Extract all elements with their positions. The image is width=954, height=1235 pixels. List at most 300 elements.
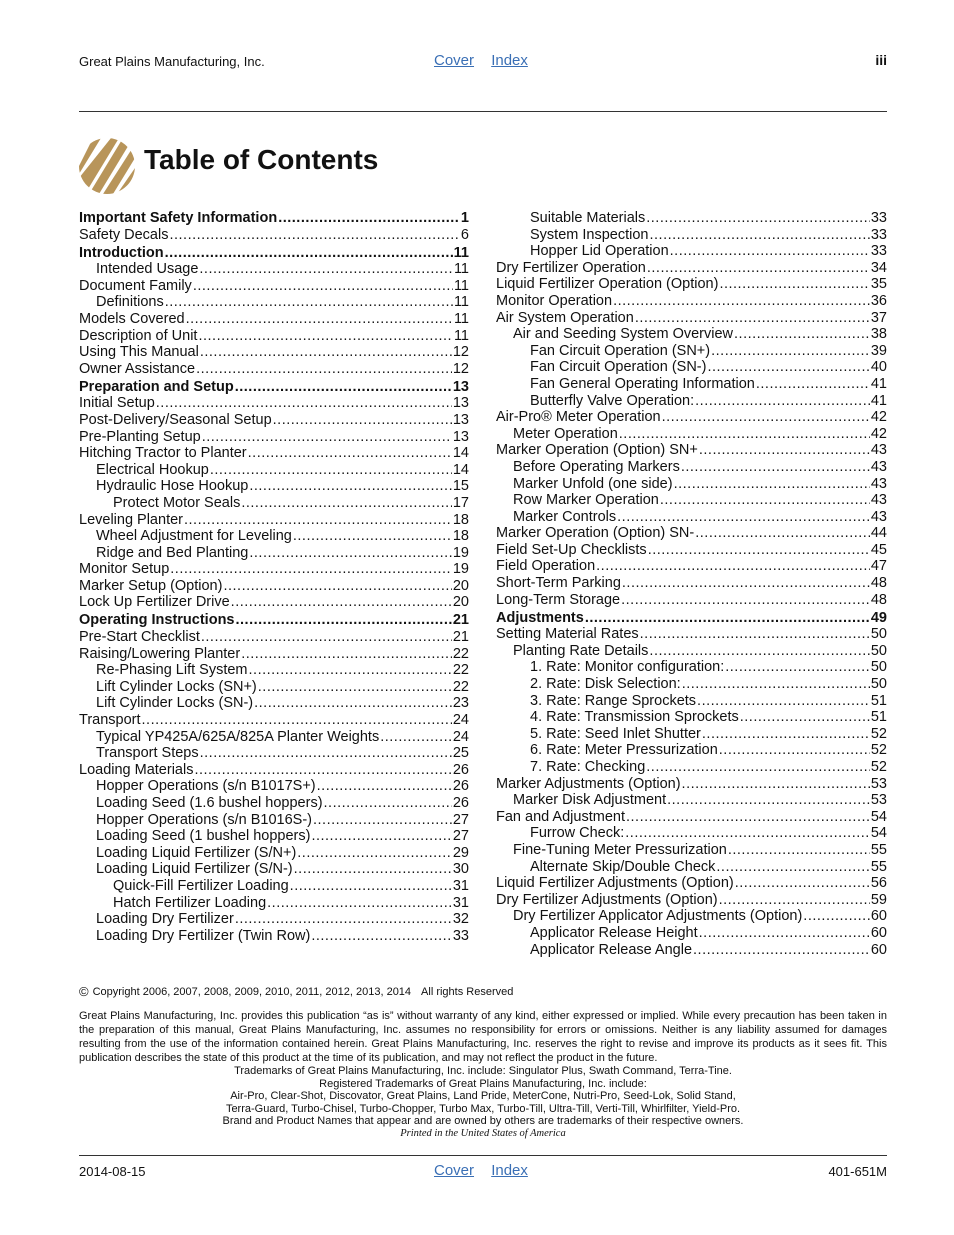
toc-entry-page: 50	[870, 626, 887, 643]
toc-entry-title: Typical YP425A/625A/825A Planter Weights	[96, 728, 380, 745]
toc-entry-page: 11	[453, 244, 469, 261]
dot-leader	[699, 925, 870, 941]
toc-entry-title: Long-Term Storage	[496, 591, 621, 608]
toc-entry-page: 20	[452, 577, 469, 594]
dot-leader	[707, 359, 869, 375]
toc-entry[interactable]	[496, 359, 887, 375]
toc-entry-page: 60	[870, 924, 887, 941]
dot-leader	[324, 795, 452, 811]
dot-leader	[193, 278, 453, 294]
toc-entry[interactable]	[79, 612, 469, 628]
dot-leader	[585, 610, 870, 626]
toc-entry-title: Fan Circuit Operation (SN+)	[530, 342, 711, 359]
toc-entry[interactable]	[79, 778, 469, 794]
toc-entry[interactable]	[496, 558, 887, 574]
toc-entry-title: Field Operation	[496, 558, 596, 575]
toc-entry-page: 22	[452, 645, 469, 662]
dot-leader	[660, 492, 870, 508]
header-nav	[434, 52, 541, 69]
toc-entry-title: Definitions	[96, 294, 164, 311]
dot-leader	[165, 294, 453, 310]
index-link[interactable]: Index	[491, 52, 528, 69]
toc-entry-title: Field Set-Up Checklists	[496, 541, 647, 558]
toc-entry[interactable]	[79, 695, 469, 711]
dot-leader	[670, 243, 870, 259]
toc-entry[interactable]	[496, 326, 887, 342]
toc-entry-title: Furrow Check:	[530, 825, 625, 842]
dot-leader	[756, 376, 870, 392]
toc-entry-title: Introduction	[79, 244, 164, 261]
toc-entry[interactable]	[79, 594, 469, 610]
toc-entry-page: 54	[870, 825, 887, 842]
copyright-block	[79, 984, 887, 1139]
toc-entry[interactable]	[496, 676, 887, 692]
revision-date: 2014-08-15	[79, 1164, 146, 1179]
toc-entry-page: 56	[870, 875, 887, 892]
toc-entry-page: 22	[452, 662, 469, 679]
toc-entry[interactable]	[496, 693, 887, 709]
toc-entry-title: Before Operating Markers	[513, 458, 680, 475]
toc-entry[interactable]	[79, 729, 469, 745]
toc-entry-page: 48	[870, 591, 887, 608]
dot-leader	[649, 227, 869, 243]
toc-entry-title: Adjustments	[496, 609, 584, 626]
toc-entry-page: 19	[452, 544, 469, 561]
dot-leader	[646, 759, 870, 775]
toc-entry-title: Wheel Adjustment for Leveling	[96, 528, 292, 545]
toc-entry-title: Planting Rate Details	[513, 642, 649, 659]
toc-entry[interactable]	[496, 276, 887, 292]
toc-entry-title: Lift Cylinder Locks (SN+)	[96, 678, 257, 695]
toc-entry-page: 52	[870, 725, 887, 742]
toc-entry-title: 1. Rate: Monitor configuration:	[530, 659, 725, 676]
toc-entry-title: Marker Operation (Option) SN-	[496, 525, 695, 542]
dot-leader	[196, 361, 452, 377]
toc-entry-title: Fan Circuit Operation (SN-)	[530, 359, 707, 376]
toc-entry-title: Post-Delivery/Seasonal Setup	[79, 411, 272, 428]
footer-divider	[79, 1155, 887, 1156]
toc-entry[interactable]	[79, 812, 469, 828]
toc-entry-title: Loading Dry Fertilizer (Twin Row)	[96, 927, 311, 944]
toc-entry[interactable]	[79, 261, 469, 277]
toc-entry-page: 20	[452, 594, 469, 611]
toc-entry-page: 43	[870, 442, 887, 459]
dot-leader	[201, 629, 452, 645]
toc-entry[interactable]	[79, 828, 469, 844]
toc-entry-title: Electrical Hookup	[96, 461, 209, 478]
toc-entry-title: Suitable Materials	[530, 210, 646, 226]
dot-leader	[719, 276, 869, 292]
great-plains-logo-icon	[79, 138, 135, 194]
toc-entry[interactable]	[496, 792, 887, 808]
toc-entry-page: 32	[452, 911, 469, 928]
toc-entry[interactable]	[79, 679, 469, 695]
toc-entry[interactable]	[79, 328, 469, 344]
toc-entry[interactable]	[79, 712, 469, 728]
toc-entry-title: Loading Dry Fertilizer	[96, 911, 234, 928]
toc-entry-title: Loading Materials	[79, 761, 194, 778]
toc-entry[interactable]	[79, 278, 469, 294]
dot-leader	[278, 210, 460, 226]
toc-entry-page: 33	[870, 243, 887, 260]
toc-entry-page: 60	[870, 941, 887, 958]
toc-entry-title: Re-Phasing Lift System	[96, 662, 248, 679]
toc-entry[interactable]	[496, 509, 887, 525]
toc-entry-title: Marker Unfold (one side)	[513, 475, 673, 492]
toc-entry-page: 31	[452, 877, 469, 894]
toc-entry[interactable]	[496, 343, 887, 359]
dot-leader	[734, 326, 870, 342]
toc-entry[interactable]	[496, 442, 887, 458]
toc-entry-title: Pre-Start Checklist	[79, 629, 200, 646]
dot-leader	[695, 525, 870, 541]
toc-entry[interactable]	[496, 542, 887, 558]
toc-entry-title: Safety Decals	[79, 226, 169, 243]
page-title: Table of Contents	[144, 144, 379, 175]
trademarks-text: Trademarks of Great Plains Manufacturing, Inc. include: Singulator Plus, Swath Command, Terra-Tine.	[234, 1065, 732, 1077]
toc-entry-page: 29	[452, 844, 469, 861]
toc-entry-page: 22	[452, 678, 469, 695]
dot-leader	[596, 558, 870, 574]
dot-leader	[290, 878, 452, 894]
toc-entry[interactable]	[79, 445, 469, 461]
toc-entry[interactable]	[496, 942, 887, 958]
toc-entry[interactable]	[496, 659, 887, 675]
toc-entry[interactable]	[79, 878, 469, 894]
company-name: Great Plains Manufacturing, Inc.	[79, 54, 265, 69]
toc-entry-title: Raising/Lowering Planter	[79, 645, 241, 662]
dot-leader	[697, 693, 870, 709]
toc-entry[interactable]	[79, 478, 469, 494]
toc-entry[interactable]	[496, 776, 887, 792]
toc-entry-page: 19	[452, 561, 469, 578]
toc-entry[interactable]	[79, 429, 469, 445]
toc-entry-title: 5. Rate: Seed Inlet Shutter	[530, 725, 701, 742]
toc-entry-title: 2. Rate: Disk Selection:	[530, 676, 681, 693]
toc-entry[interactable]	[496, 809, 887, 825]
dot-leader	[200, 745, 452, 761]
toc-entry[interactable]	[79, 528, 469, 544]
dot-leader	[297, 845, 452, 861]
dot-leader	[267, 895, 452, 911]
toc-entry-title: Preparation and Setup	[79, 378, 234, 395]
toc-entry-page: 33	[870, 210, 887, 226]
toc-entry[interactable]	[496, 610, 887, 626]
toc-entry-page: 6	[460, 226, 469, 243]
toc-entry-title: Fan General Operating Information	[530, 375, 755, 392]
toc-entry-page: 27	[452, 811, 469, 828]
printed-in: Printed in the United States of America	[400, 1127, 566, 1139]
toc-entry[interactable]	[79, 662, 469, 678]
dot-leader	[235, 911, 452, 927]
toc-entry-title: Lock Up Fertilizer Drive	[79, 594, 230, 611]
toc-entry-title: Applicator Release Height	[530, 924, 698, 941]
dot-leader	[699, 442, 870, 458]
dot-leader	[236, 612, 452, 628]
toc-entry-title: Marker Disk Adjustment	[513, 792, 667, 809]
toc-entry[interactable]	[79, 512, 469, 528]
toc-entry-title: 3. Rate: Range Sprockets	[530, 692, 697, 709]
dot-leader	[184, 512, 452, 528]
toc-entry-title: Important Safety Information	[79, 210, 278, 226]
toc-entry-page: 21	[452, 629, 469, 646]
toc-entry-title: Dry Fertilizer Operation	[496, 259, 646, 276]
toc-entry-title: Transport Steps	[96, 745, 199, 762]
toc-entry[interactable]	[496, 592, 887, 608]
toc-entry[interactable]	[79, 861, 469, 877]
toc-entry-title: Initial Setup	[79, 395, 155, 412]
toc-entry[interactable]	[79, 629, 469, 645]
toc-entry[interactable]	[496, 243, 887, 259]
dot-leader	[702, 726, 870, 742]
copyright-symbol: ©	[79, 984, 89, 999]
toc-entry[interactable]	[496, 643, 887, 659]
toc-entry[interactable]	[79, 928, 469, 944]
toc-entry-page: 27	[452, 828, 469, 845]
toc-entry-title: Hopper Operations (s/n B1017S+)	[96, 778, 316, 795]
toc-entry[interactable]	[79, 412, 469, 428]
dot-leader	[622, 575, 870, 591]
toc-entry-title: Description of Unit	[79, 327, 198, 344]
toc-entry-page: 13	[452, 428, 469, 445]
toc-entry-title: Leveling Planter	[79, 511, 183, 528]
toc-entry-title: 6. Rate: Meter Pressurization	[530, 742, 718, 759]
dot-leader	[231, 594, 452, 610]
toc-entry-page: 47	[870, 558, 887, 575]
toc-entry-page: 39	[870, 342, 887, 359]
dot-leader	[640, 626, 870, 642]
toc-entry-title: Document Family	[79, 277, 192, 294]
toc-entry[interactable]	[496, 525, 887, 541]
toc-entry-title: 4. Rate: Transmission Sprockets	[530, 709, 739, 726]
toc-entry[interactable]	[496, 492, 887, 508]
toc-entry[interactable]	[496, 393, 887, 409]
toc-entry-title: Marker Adjustments (Option)	[496, 775, 681, 792]
toc-entry-title: Quick-Fill Fertilizer Loading	[113, 877, 289, 894]
toc-entry[interactable]	[79, 762, 469, 778]
dot-leader	[719, 742, 870, 758]
toc-entry-page: 51	[870, 692, 887, 709]
toc-entry-title: Pre-Planting Setup	[79, 428, 201, 445]
toc-entry-page: 43	[870, 492, 887, 509]
page-number: iii	[875, 52, 887, 68]
toc-entry[interactable]	[79, 795, 469, 811]
toc-entry-page: 13	[452, 411, 469, 428]
toc-entry[interactable]	[79, 227, 469, 243]
footer-nav	[434, 1162, 541, 1179]
toc-entry[interactable]	[79, 895, 469, 911]
toc-entry[interactable]	[496, 742, 887, 758]
dot-leader	[169, 227, 459, 243]
toc-entry[interactable]	[79, 245, 469, 261]
toc-entry[interactable]	[496, 759, 887, 775]
toc-entry-title: Ridge and Bed Planting	[96, 544, 249, 561]
dot-leader	[294, 861, 452, 877]
copyright-rights: All rights Reserved	[421, 985, 514, 998]
toc-entry-page: 42	[870, 409, 887, 426]
toc-entry[interactable]	[496, 709, 887, 725]
toc-entry-title: Setting Material Rates	[496, 626, 639, 643]
toc-entry[interactable]	[496, 875, 887, 891]
toc-entry[interactable]	[79, 545, 469, 561]
dot-leader	[803, 908, 870, 924]
page-header	[79, 52, 887, 72]
toc-entry[interactable]	[496, 476, 887, 492]
toc-entry[interactable]	[79, 495, 469, 511]
dot-leader	[728, 842, 870, 858]
dot-leader	[200, 344, 452, 360]
toc-entry[interactable]	[496, 908, 887, 924]
toc-entry[interactable]	[496, 227, 887, 243]
toc-entry[interactable]	[496, 293, 887, 309]
toc-entry[interactable]	[79, 561, 469, 577]
toc-entry[interactable]	[79, 646, 469, 662]
toc-entry-page: 11	[453, 294, 469, 311]
toc-entry-page: 43	[870, 508, 887, 525]
dot-leader	[249, 662, 452, 678]
dot-leader	[156, 395, 452, 411]
toc-entry-page: 1	[460, 210, 469, 226]
header-divider	[79, 111, 887, 112]
toc-entry-page: 43	[870, 475, 887, 492]
toc-entry[interactable]	[496, 426, 887, 442]
toc-entry-page: 15	[452, 478, 469, 495]
toc-entry[interactable]	[79, 294, 469, 310]
toc-entry[interactable]	[79, 361, 469, 377]
toc-entry-page: 11	[453, 327, 469, 344]
dot-leader	[241, 495, 452, 511]
toc-entry[interactable]	[496, 842, 887, 858]
dot-leader	[695, 393, 870, 409]
toc-entry-page: 36	[870, 292, 887, 309]
toc-entry-page: 50	[870, 642, 887, 659]
toc-entry[interactable]	[496, 459, 887, 475]
toc-entry[interactable]	[496, 376, 887, 392]
dot-leader	[693, 942, 870, 958]
toc-entry[interactable]	[496, 310, 887, 326]
dot-leader	[682, 776, 870, 792]
footer-index-link[interactable]: Index	[491, 1162, 528, 1179]
toc-entry-title: Dry Fertilizer Adjustments (Option)	[496, 891, 718, 908]
toc-entry-title: Lift Cylinder Locks (SN-)	[96, 695, 254, 712]
dot-leader	[165, 245, 453, 261]
toc-entry-title: 7. Rate: Checking	[530, 759, 646, 775]
toc-entry-title: Fan and Adjustment	[496, 808, 625, 825]
dot-leader	[311, 928, 452, 944]
toc-entry-title: Meter Operation	[513, 425, 618, 442]
others-trademarks: Brand and Product Names that appear and are owned by others are trademarks of their respective owners.	[222, 1115, 744, 1127]
toc-entry-title: Hatch Fertilizer Loading	[113, 894, 267, 911]
toc-entry[interactable]	[496, 825, 887, 841]
dot-leader	[646, 210, 870, 226]
toc-entry[interactable]	[79, 462, 469, 478]
dot-leader	[648, 542, 870, 558]
toc-entry-page: 41	[870, 392, 887, 409]
toc-entry[interactable]	[79, 911, 469, 927]
toc-entry[interactable]	[496, 260, 887, 276]
toc-entry-page: 43	[870, 458, 887, 475]
dot-leader	[682, 676, 870, 692]
footer-cover-link[interactable]: Cover	[434, 1162, 475, 1179]
dot-leader	[248, 445, 452, 461]
toc-entry[interactable]	[496, 892, 887, 908]
toc-entry[interactable]	[496, 575, 887, 591]
toc-entry-title: Loading Liquid Fertilizer (S/N-)	[96, 861, 293, 878]
toc-entry-page: 52	[870, 742, 887, 759]
dot-leader	[202, 429, 452, 445]
cover-link[interactable]: Cover	[434, 52, 475, 69]
toc-entry[interactable]	[79, 845, 469, 861]
dot-leader	[626, 809, 870, 825]
toc-entry[interactable]	[79, 344, 469, 360]
toc-entry-page: 40	[870, 359, 887, 376]
toc-entry-title: Operating Instructions	[79, 612, 235, 629]
toc-entry[interactable]	[79, 745, 469, 761]
dot-leader	[681, 459, 870, 475]
toc-entry-title: Marker Setup (Option)	[79, 577, 223, 594]
toc-entry[interactable]	[496, 210, 887, 226]
toc-entry-title: Loading Seed (1.6 bushel hoppers)	[96, 795, 323, 811]
toc-entry-page: 12	[452, 360, 469, 377]
toc-entry-title: Intended Usage	[96, 261, 199, 278]
toc-entry[interactable]	[79, 395, 469, 411]
dot-leader	[249, 478, 452, 494]
toc-entry-title: System Inspection	[530, 226, 649, 243]
toc-entry-title: Alternate Skip/Double Check	[530, 858, 716, 875]
toc-entry-title: Monitor Setup	[79, 561, 170, 578]
toc-entry-page: 54	[870, 808, 887, 825]
toc-entry[interactable]	[79, 210, 469, 226]
toc-entry[interactable]	[496, 626, 887, 642]
toc-entry-page: 60	[870, 908, 887, 925]
toc-entry[interactable]	[79, 311, 469, 327]
toc-entry-title: Loading Liquid Fertilizer (S/N+)	[96, 844, 297, 861]
toc-entry[interactable]	[496, 409, 887, 425]
toc-entry-page: 14	[452, 445, 469, 462]
toc-entry-page: 21	[452, 612, 469, 629]
toc-entry[interactable]	[496, 925, 887, 941]
toc-entry-page: 37	[870, 309, 887, 326]
dot-leader	[625, 825, 870, 841]
toc-entry[interactable]	[496, 726, 887, 742]
toc-entry-title: Dry Fertilizer Applicator Adjustments (Option)	[513, 908, 803, 925]
dot-leader	[199, 261, 453, 277]
dot-leader	[619, 426, 870, 442]
toc-entry-page: 30	[452, 861, 469, 878]
toc-entry[interactable]	[79, 578, 469, 594]
toc-entry[interactable]	[496, 859, 887, 875]
toc-entry-page: 11	[453, 261, 469, 278]
toc-entry-title: Liquid Fertilizer Adjustments (Option)	[496, 875, 734, 892]
toc-entry-page: 53	[870, 775, 887, 792]
toc-entry-title: Hitching Tractor to Planter	[79, 445, 247, 462]
toc-entry-page: 59	[870, 891, 887, 908]
dot-leader	[617, 509, 870, 525]
toc-entry-page: 18	[452, 511, 469, 528]
toc-right-column	[496, 210, 887, 958]
registered-list-2: Terra-Guard, Turbo-Chisel, Turbo-Chopper, Turbo Max, Turbo-Till, Ultra-Till, Verti-Till, Whirlfilter, Yield-Pro.	[225, 1102, 741, 1115]
toc-entry-title: Short-Term Parking	[496, 575, 621, 592]
toc-entry-page: 48	[870, 575, 887, 592]
toc-entry-title: Transport	[79, 712, 141, 729]
toc-entry-title: Hopper Lid Operation	[530, 243, 669, 260]
dot-leader	[313, 812, 452, 828]
toc-entry[interactable]	[79, 379, 469, 395]
dot-leader	[735, 875, 870, 891]
toc-entry-page: 44	[870, 525, 887, 542]
toc-entry-title: Fine-Tuning Meter Pressurization	[513, 841, 727, 858]
dot-leader	[635, 310, 870, 326]
